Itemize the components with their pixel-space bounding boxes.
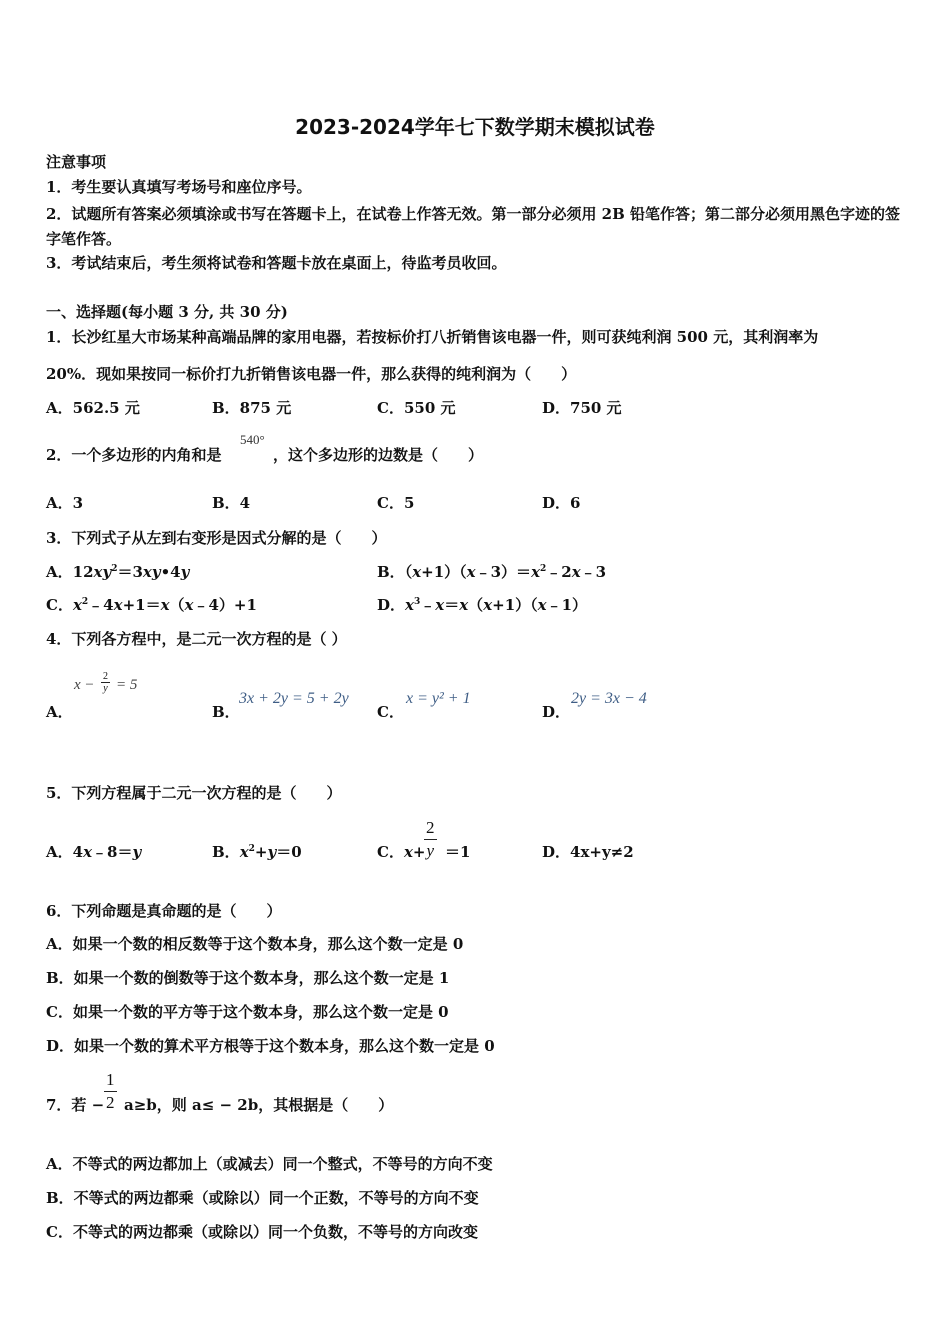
q1-option-c: C．550 元 [377,399,456,417]
q1-stem-line1: 1．长沙红星大市场某种高端品牌的家用电器，若按标价打八折销售该电器一件，则可获纯利润 500 元，其利润率为 [46,328,819,346]
q5-option-c: C．x+ [377,843,426,861]
q3-option-c: C．$x^2﹣4x+1=x(x﹣4)+1$ [46,596,257,614]
q3-option-b: B．$(x+1)(x﹣3)=x^2﹣2x﹣3$ [377,563,607,581]
q2-option-c: C．5 [377,494,415,512]
q2-stem-suffix: ，这个多边形的边数是（ ） [273,446,484,464]
q5-c-den: y [426,841,435,860]
q3-option-d: D．$x^3﹣x=x(x+1)(x﹣1)$ [377,596,588,614]
q3-label-a: A． [46,563,73,581]
q3-label-b: B． [377,563,405,581]
q4-stem: 4．下列各方程中，是二元一次方程的是（ ） [46,630,347,648]
q5-label-a: A． [46,843,73,861]
page-title: 2023-2024学年七下数学期末模拟试卷 [295,115,655,139]
q5-c-num: 2 [424,817,437,840]
q5-option-d [542,842,634,862]
q5-c-rhs: ＝1 [445,843,471,861]
q4-a-lhs: x − [74,677,95,693]
q4-a-fraction [101,671,110,694]
q2-angle: 540° [240,432,265,447]
q4-label-c: C． [377,703,404,721]
q5-stem: 5．下列方程属于二元一次方程的是（ ） [46,784,342,802]
q6-option-c: C．如果一个数的平方等于这个数本身，那么这个数一定是 0 [46,1003,449,1021]
q4-d-equation: 2y = 3x − 4 [571,690,647,707]
q4-label-a: A． [46,703,73,721]
q7-option-b: B．不等式的两边都乘（或除以）同一个正数，不等号的方向不变 [46,1189,479,1207]
q1-option-a: A．562.5 元 [46,399,140,417]
q2-stem-prefix: 2．一个多边形的内角和是 [46,446,222,464]
q4-a-num: 2 [103,671,108,682]
q7-den: 2 [106,1093,115,1112]
q3-option-a: A．$12xy^2=3xy•4y$ [46,563,190,581]
q7-num: 1 [104,1069,117,1092]
q4-c-equation: x = y² + 1 [406,690,471,707]
q1-option-b: B．875 元 [212,399,292,417]
section-heading: 一、选择题(每小题 3 分, 共 30 分) [46,303,288,321]
q2-option-d: D．6 [542,494,581,512]
q7-option-a: A．不等式的两边都加上（或减去）同一个整式，不等号的方向不变 [46,1155,493,1173]
q5-c-fraction [424,817,437,862]
q4-label-b: B． [212,703,240,721]
q5-label-d: D． [542,843,571,861]
q6-stem: 6．下列命题是真命题的是（ ） [46,902,282,920]
notice-heading: 注意事项 [46,153,107,171]
q5-label-c: C． [377,843,404,861]
notice-item-2: 2．试题所有答案必须填涂或书写在答题卡上，在试卷上作答无效。第一部分必须用 2B 铅笔作答；第二部分必须用黑色字迹的签字笔作答。 [46,205,901,248]
q3-stem: 3．下列式子从左到右变形是因式分解的是（ ） [46,529,387,547]
q3-label-c: C． [46,596,73,614]
notice-item-1: 1．考生要认真填写考场号和座位序号。 [46,178,312,196]
q4-a-den: y [103,683,108,694]
q6-option-a: A．如果一个数的相反数等于这个数本身，那么这个数一定是 0 [46,935,464,953]
q7-stem-suffix: a≥b，则 a≤ − 2b，其根据是（ ） [124,1096,394,1114]
q6-option-d: D．如果一个数的算术平方根等于这个数本身，那么这个数一定是 0 [46,1037,495,1055]
q7-option-c: C．不等式的两边都乘（或除以）同一个负数，不等号的方向改变 [46,1223,478,1241]
q5-option-a: A．4x﹣8＝y [46,843,142,861]
q2-option-a: A．3 [46,494,84,512]
q1-option-d: D．750 元 [542,399,622,417]
q2-option-b: B．4 [212,494,251,512]
q7-stem-prefix: 7．若 − [46,1096,105,1114]
q3-label-d: D． [377,596,406,614]
q1-stem-line2: 20%．现如果按同一标价打九折销售该电器一件，那么获得的纯利润为（ ） [46,365,577,383]
q5-d-text: 4x+y≠2 [570,843,634,861]
q4-label-d: D． [542,703,571,721]
q6-option-b: B．如果一个数的倒数等于这个数本身，那么这个数一定是 1 [46,969,450,987]
q4-b-equation: 3x + 2y = 5 + 2y [239,690,349,707]
q7-fraction [104,1069,117,1114]
q5-option-b: B．$x^2+y=0$ [212,843,302,861]
q5-label-b: B． [212,843,240,861]
q4-a-rhs: = 5 [116,677,138,693]
notice-item-3: 3．考试结束后，考生须将试卷和答题卡放在桌面上，待监考员收回。 [46,254,507,272]
